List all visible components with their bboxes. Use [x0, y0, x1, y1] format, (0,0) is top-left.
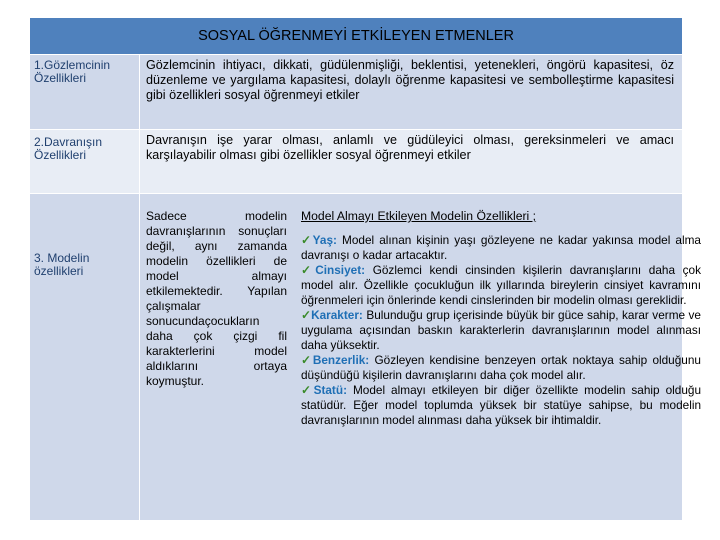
row-label: 1.Gözlemcinin Özellikleri: [34, 58, 111, 85]
table-row-behavior: [30, 130, 682, 193]
row-label: 3. Modelin özellikleri: [34, 251, 90, 278]
model-characteristics: [301, 209, 701, 428]
item-text: Bulunduğu grup içerisinde büyük bir güce sahip, karar verme ve uygulama açısından baskın karakterlerin davranışlarının model alınması daha yüksektir.: [301, 308, 701, 352]
item-text: Gözlemci kendi cinsinden kişilerin davranışlarını daha çok model alır. Özellikle çocukluğun ilk yıllarında bireylerin cinsiyet kavramını öğrenmeleri için önlerinde kendi cinslerinden bir modelin olması gereklidir.: [301, 263, 702, 307]
item-keyword: Benzerlik:: [312, 353, 370, 367]
slide-title: [30, 18, 682, 54]
item-text: Model alınan kişinin yaşı gözleyene ne kadar yakınsa model alma davranışı o kadar artacaktır.: [301, 233, 701, 262]
item-text: Gözleyen kendisine benzeyen ortak noktaya sahip olduğunu düşündüğü kişilerin davranışlarını daha çok model alır.: [301, 353, 701, 382]
check-icon: ✓: [301, 308, 312, 322]
model-description: Sadece modelin davranışlarının sonuçları değil, aynı zamanda modelin özellikleri de model almayı etkilemektedir. Yapılan çalışmalar sonucundaçocukların daha çok çizgi fil karakterlerini model aldıklarını ortaya koymuştur.: [146, 209, 287, 388]
item-keyword: Karakter:: [311, 308, 363, 322]
list-item: [301, 233, 701, 263]
list-item: [301, 353, 701, 383]
check-icon: ✓: [301, 233, 313, 247]
row-description: Davranışın işe yarar olması, anlamlı ve güdüleyici olması, gereksinmeleri ve amacı karşılayabilir olması gibi özellikler sosyal öğrenmeyi etkiler: [146, 133, 674, 162]
list-item: [301, 263, 701, 308]
item-text: Model almayı etkileyen bir diğer özellikte modelin sahip olduğu statüdür. Eğer model toplumda yüksek bir statüye sahipse, bu modelin davranışlarının model alınması daha yüksek bir ihtimaldir.: [301, 383, 702, 427]
column-divider: [139, 55, 140, 129]
item-keyword: Statü:: [313, 383, 347, 397]
check-icon: ✓: [301, 353, 313, 367]
column-divider: [139, 130, 140, 193]
list-item: [301, 308, 701, 353]
row-label: 2.Davranışın Özellikleri: [34, 135, 103, 162]
table-row-model: [30, 194, 702, 520]
item-keyword: Yaş:: [312, 233, 337, 247]
row-description: Gözlemcinin ihtiyacı, dikkati, güdülenmişliği, beklentisi, yetenekleri, öngörü kapasitesi, öz düzenleme ve yargılama kapasitesi, dolaylı öğrenme kapasitesi ve sembolleştirme kapasitesi gibi özellikleri sosyal öğrenmeyi etkiler: [146, 58, 674, 102]
characteristics-heading: Model Almayı Etkileyen Modelin Özellikleri ;: [301, 209, 537, 223]
slide-title-text: SOSYAL ÖĞRENMEYİ ETKİLEYEN ETMENLER: [198, 28, 514, 44]
check-icon: ✓: [301, 263, 316, 277]
item-keyword: Cinsiyet:: [315, 263, 366, 277]
list-item: [301, 383, 701, 428]
check-icon: ✓: [301, 383, 314, 397]
table-row-observer: [30, 55, 682, 129]
column-divider: [139, 194, 140, 520]
